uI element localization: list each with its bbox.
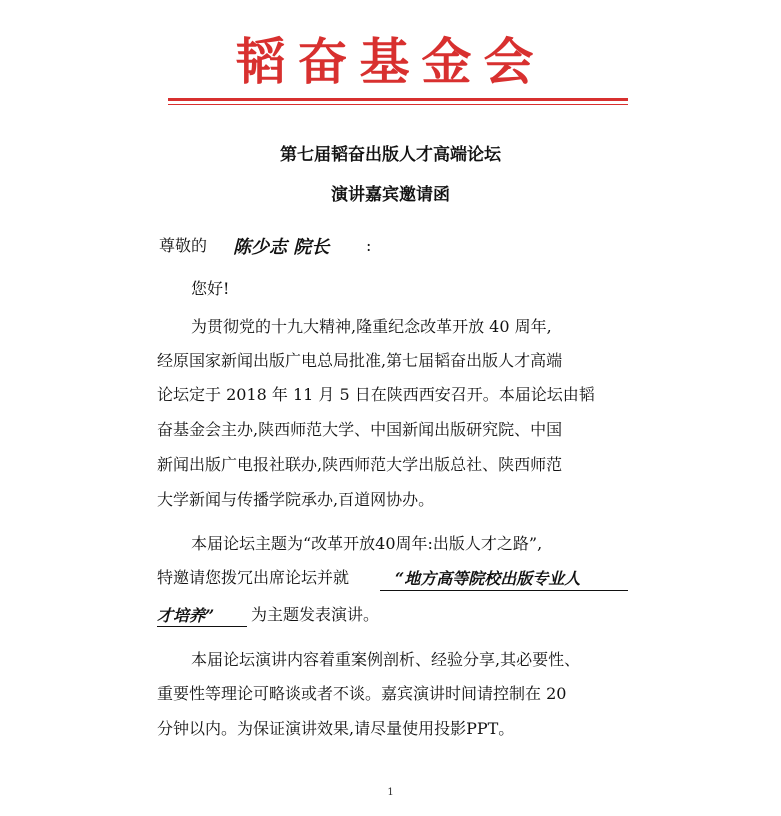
letterhead-rule-thin [168,104,628,105]
speech-topic-part2: 才培养” [157,606,215,625]
paragraph-3-line: 分钟以内。为保证演讲效果,请尽量使用投影PPT。 [157,719,515,738]
recipient-name: 陈少志 院长 [233,237,330,258]
paragraph-2-line: 为主题发表演讲。 [251,605,380,624]
speech-topic-part1: “地方高等院校出版专业人 [395,569,581,588]
paragraph-2-line: 特邀请您拨冗出席论坛并就 [157,568,350,587]
paragraph-1-line: 大学新闻与传播学院承办,百道网协办。 [157,490,435,509]
letterhead-rule-thick [168,98,628,101]
paragraph-3-line: 本届论坛演讲内容着重案例剖析、经验分享,其必要性、 [191,650,581,669]
paragraph-1-line: 经原国家新闻出版广电总局批准,第七届韬奋出版人才高端 [157,351,563,370]
paragraph-3-line: 重要性等理论可略谈或者不谈。嘉宾演讲时间请控制在 20 [157,684,567,703]
letterhead-org-name: 韬奋基金会 [235,32,546,91]
paragraph-1-line: 为贯彻党的十九大精神,隆重纪念改革开放 40 周年, [191,317,552,336]
paragraph-1-line: 论坛定于 2018 年 11 月 5 日在陕西西安召开。本届论坛由韬 [157,385,595,404]
paragraph-1-line: 奋基金会主办,陕西师范大学、中国新闻出版研究院、中国 [157,420,563,439]
topic-underline [157,626,247,627]
page-number: 1 [387,787,394,798]
paragraph-1-line: 新闻出版广电报社联办,陕西师范大学出版总社、陕西师范 [157,455,563,474]
document-title: 第七届韬奋出版人才高端论坛 [280,145,501,165]
topic-underline [380,590,628,591]
paragraph-2-line: 本届论坛主题为“改革开放40周年:出版人才之路”, [191,534,543,553]
greeting: 您好! [191,279,230,298]
salutation-suffix: : [366,236,372,255]
salutation-prefix: 尊敬的 [159,236,208,255]
document-subtitle: 演讲嘉宾邀请函 [331,185,450,205]
